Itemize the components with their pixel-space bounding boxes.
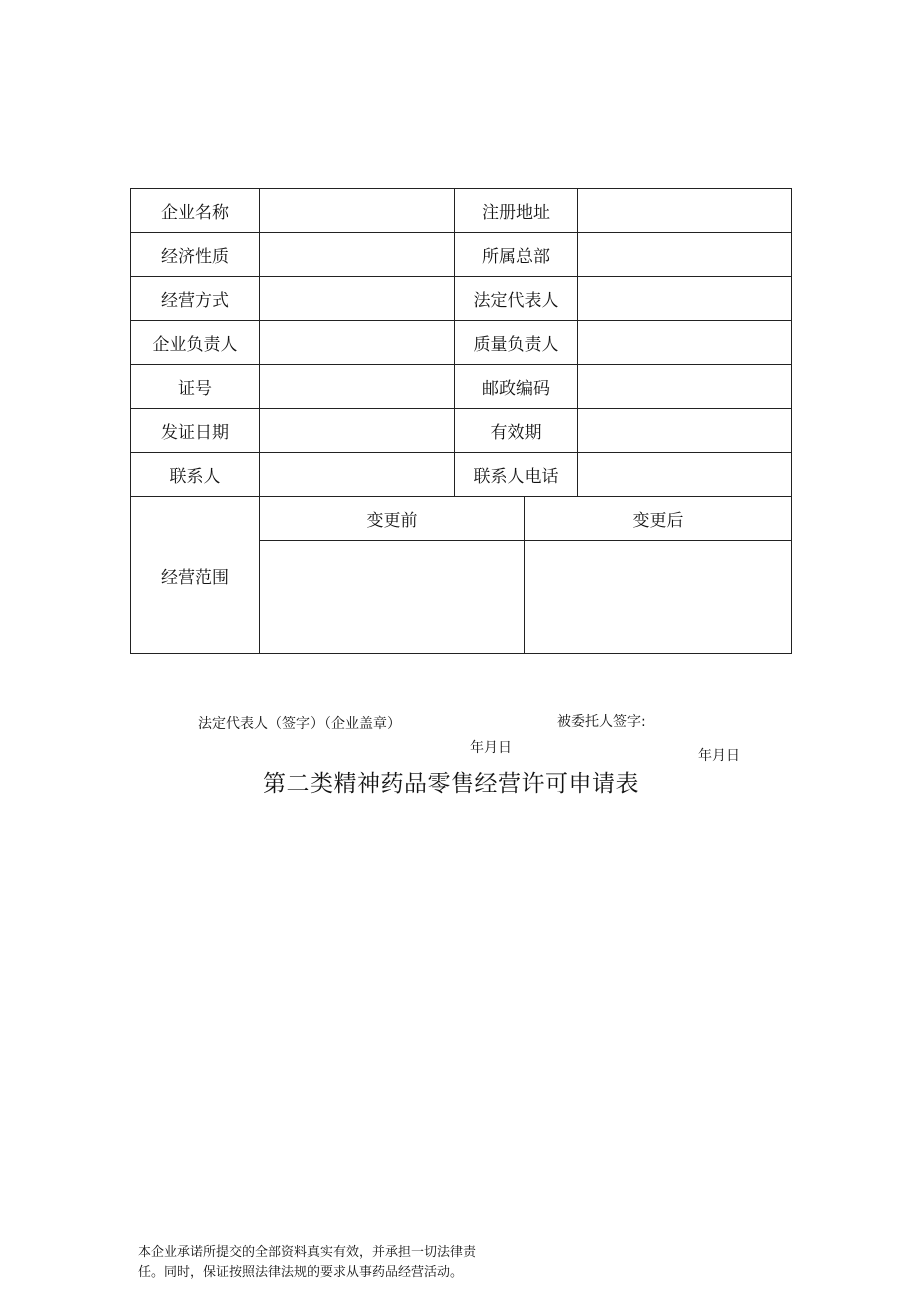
form-row-enterprise-head [131, 321, 792, 365]
field-scope-before[interactable] [260, 541, 525, 654]
field-contact-person[interactable] [260, 453, 455, 497]
field-certificate-number[interactable] [260, 365, 455, 409]
field-enterprise-head[interactable] [260, 321, 455, 365]
form-row-economic-nature [131, 233, 792, 277]
form-row-business-mode [131, 277, 792, 321]
delegate-date: 年月日 [698, 748, 740, 764]
label-issue-date: 发证日期 [131, 409, 260, 453]
form-row-certificate-number [131, 365, 792, 409]
field-postal-code[interactable] [578, 365, 792, 409]
label-economic-nature: 经济性质 [131, 233, 260, 277]
field-registered-address[interactable] [578, 189, 792, 233]
form-row-company-name [131, 189, 792, 233]
field-validity-period[interactable] [578, 409, 792, 453]
label-quality-head: 质量负责人 [455, 321, 578, 365]
label-headquarters: 所属总部 [455, 233, 578, 277]
field-issue-date[interactable] [260, 409, 455, 453]
label-company-name: 企业名称 [131, 189, 260, 233]
label-validity-period: 有效期 [455, 409, 578, 453]
label-registered-address: 注册地址 [455, 189, 578, 233]
field-company-name[interactable] [260, 189, 455, 233]
form-row-issue-date [131, 409, 792, 453]
pledge-line-2: 任。同时，保证按照法律法规的要求从事药品经营活动。 [138, 1265, 464, 1280]
field-quality-head[interactable] [578, 321, 792, 365]
page-title: 第二类精神药品零售经营许可申请表 [263, 771, 639, 797]
field-legal-representative[interactable] [578, 277, 792, 321]
application-form-table [130, 188, 792, 654]
label-certificate-number: 证号 [131, 365, 260, 409]
pledge-statement [138, 1243, 538, 1283]
form-row-scope-header [131, 497, 792, 541]
label-contact-person: 联系人 [131, 453, 260, 497]
pledge-line-1: 本企业承诺所提交的全部资料真实有效，并承担一切法律责 [138, 1245, 477, 1260]
field-contact-phone[interactable] [578, 453, 792, 497]
legal-rep-date: 年月日 [470, 740, 512, 756]
field-economic-nature[interactable] [260, 233, 455, 277]
label-business-mode: 经营方式 [131, 277, 260, 321]
legal-rep-signature-label: 法定代表人（签字）（企业盖章） [198, 716, 401, 732]
form-row-contact [131, 453, 792, 497]
label-contact-phone: 联系人电话 [455, 453, 578, 497]
field-business-mode[interactable] [260, 277, 455, 321]
field-scope-after[interactable] [525, 541, 792, 654]
label-legal-representative: 法定代表人 [455, 277, 578, 321]
label-business-scope: 经营范围 [131, 497, 260, 654]
header-before-change: 变更前 [260, 497, 525, 541]
header-after-change: 变更后 [525, 497, 792, 541]
label-postal-code: 邮政编码 [455, 365, 578, 409]
field-headquarters[interactable] [578, 233, 792, 277]
delegate-signature-label: 被委托人签字: [557, 714, 646, 730]
label-enterprise-head: 企业负责人 [131, 321, 260, 365]
